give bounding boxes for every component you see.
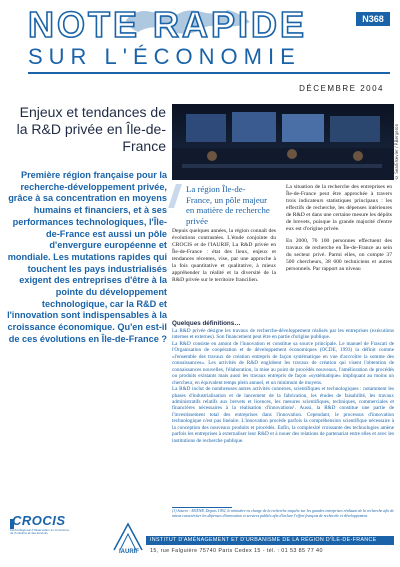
publication-subtitle: SUR L'ÉCONOMIE xyxy=(28,44,301,69)
lab-photo-illustration xyxy=(172,104,394,180)
crocis-subtitle: Centre Régional d'Observation du Commerce, de l'Industrie et des Services xyxy=(10,529,70,535)
paragraph: La situation de la recherche des entreprises en Île-de-France peut être approchée à travers trois indicateurs statistiques principaux : les effectifs de recherche, les dépenses intérieures de R&D et dans une certaine mesure les dépôts de brevets, puisque la grande majorité d'entre eux est d'origine privée. xyxy=(286,184,392,232)
masthead-rule xyxy=(28,72,390,74)
definition-paragraph: La R&D consiste en amont de l'innovation et constitue sa source principale. Le manuel de Frascati de l'Organisation de coopération et de développement économiques (OCDE, 1993) la définit comme «l'ensemble des travaux de création entrepris de façon systématique en vue d'accroître la somme des connaissances». Les activités de R&D englobent les travaux de création qui visent l'obtention de connaissances nouvelles, l'élaboration, la mise au point de procédés nouveaux, l'amélioration de procédés ou produits existants mais aussi les travaux entrepris de façon «systématique» impliquant au moins un chercheur, en équivalent temps plein annuel, et un minimum de moyens. xyxy=(172,340,394,386)
lab-photo xyxy=(172,104,394,180)
photo-credit: © Sea/Elsevier / P.Bergeron xyxy=(394,123,399,180)
paragraph: En 2000, 76 100 personnes effectuent des travaux de recherche en Île-de-France au sein du secteur privé. Parmi elles, on compte 37 500 chercheurs, 38 600 techniciens et autres personnels. Par rapport au niveau xyxy=(286,238,392,272)
footnote: (1) Source : MJENR, Depuis 1992, le ministère en charge de la recherche enquête sur les grandes entreprises réalisant de la recherche afin de mieux caractériser les dépenses d'innovation et services publiés afin d'inclure l'effort français de recherche et développement. xyxy=(172,509,394,518)
footnote-rule xyxy=(172,507,232,508)
article-lead: Première région française pour la recherche-développement privée, grâce à sa concentration en moyens humains et financiers, et à ses performances technologiques, l'Île-de-France est aussi un pôle d'envergure européenne et mondiale. Les mutations rapides qui touchent les pays industrialisés exigent des entreprises d'être à la pointe du développement technologique, car la R&D et l'innovation sont indispensables à la croissance économique. Qu'en est-il de ces évolutions en Île-de-France ? xyxy=(7,170,167,344)
iaurif-logo-text: IAURIF xyxy=(119,549,139,554)
pull-quote-marker xyxy=(168,184,182,208)
definition-paragraph: La R&D inclut de nombreuses autres activités connexes, scientifiques et technologiques : notamment les phases d'industrialisation et de lancement de la fabrication, les études de faisabilité, les travaux administratifs relatifs aux brevets et licences, les mesures scientifiques, techniques, commerciales et financières nécessaires à la réalisation d'innovations¹. Aussi, la R&D constitue une partie de l'investissement total des entreprises dans l'innovation. Cependant, le processus d'innovation technologique n'est pas linéaire. L'innovation procède parfois la compréhension scientifique nécessaire à la conception des nouveaux produits et procédés. Enfin, la complexité croissante des technologies amène parfois les entreprises à externaliser leur R&D et à nouer des relations de partenariat entre elles et avec les institutions de recherche publique. xyxy=(172,386,394,444)
issue-number: N368 xyxy=(356,12,390,26)
crocis-logo: CROCIS xyxy=(12,513,66,528)
masthead xyxy=(0,0,400,82)
iaurif-logo xyxy=(112,522,146,554)
pull-quote-text: La région Île-de-France, un pôle majeur en matière de recherche privée xyxy=(186,184,270,226)
publication-date: DÉCEMBRE 2004 xyxy=(299,84,384,93)
footer-organization: INSTITUT D'AMÉNAGEMENT ET D'URBANISME DE LA RÉGION D'ÎLE-DE-FRANCE xyxy=(150,537,377,543)
article-title: Enjeux et tendances de la R&D privée en Île-de-France xyxy=(16,104,166,154)
definitions-box xyxy=(172,328,394,444)
definitions-heading: Quelques définitions… xyxy=(172,320,241,327)
definition-paragraph: La R&D privée désigne les travaux de recherche-développement réalisés par les entreprises (exécutions internes et externes). Son financement peut être en partie d'origine publique. xyxy=(172,328,394,341)
article-column-b xyxy=(286,184,392,273)
publication-title: NOTE RAPIDE xyxy=(28,4,308,45)
footer-address: 15, rue Falguière 75740 Paris Cedex 15 - tél. : 01 53 85 77 40 xyxy=(150,548,323,554)
article-column-a: Depuis quelques années, la région connaît des évolutions contrastées. L'étude conjointe du CROCIS et de l'IAURIF, La R&D privée en Île-de-France : état des lieux, enjeux et tendances récentes, vise, par une approche à la fois quantitative et qualitative, à mieux appréhender la réalité et la diversité de la R&D privée sur le territoire francilien. xyxy=(172,228,276,283)
